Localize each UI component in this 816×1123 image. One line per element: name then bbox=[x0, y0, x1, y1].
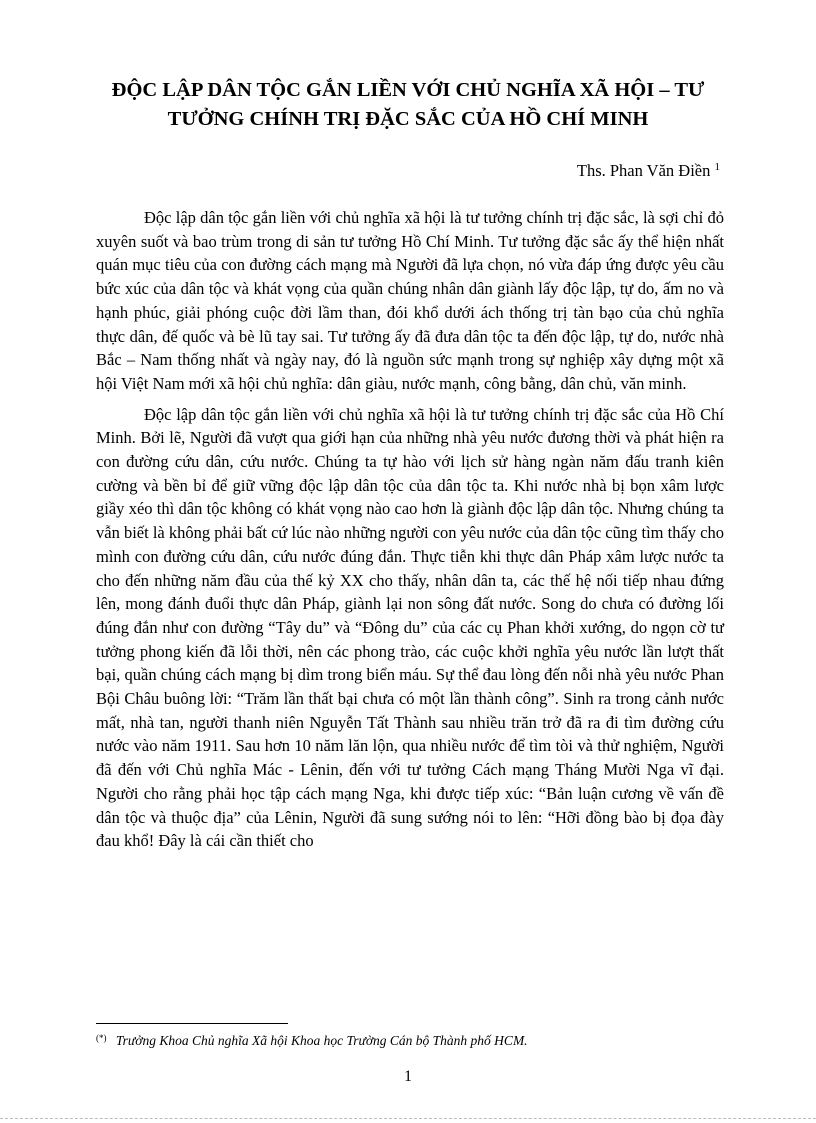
footnote-mark: (*) bbox=[96, 1033, 107, 1043]
title-line-1: ĐỘC LẬP DÂN TỘC GẮN LIỀN VỚI CHỦ NGHĨA XÃ HỘI – TƯ bbox=[111, 79, 705, 101]
author-name: Ths. Phan Văn Điền bbox=[576, 161, 711, 180]
footnote-separator bbox=[96, 1023, 288, 1024]
footnote-text: Trưởng Khoa Chủ nghĩa Xã hội Khoa học Trường Cán bộ Thành phố HCM. bbox=[115, 1033, 528, 1048]
paragraph-1: Độc lập dân tộc gắn liền với chủ nghĩa xã hội là tư tưởng chính trị đặc sắc, là sợi chỉ đỏ xuyên suốt và bao trùm trong di sản tư tưởng Hồ Chí Minh. Tư tưởng đặc sắc ấy thể hiện nhất quán mục tiêu của con đường cách mạng mà Người đã lựa chọn, nó vừa đáp ứng được yêu cầu bức xúc của dân tộc và khát vọng của quần chúng nhân dân giành lấy độc lập, tự do, ấm no và hạnh phúc, giải phóng cuộc đời lầm than, đói khổ dưới ách thống trị tàn bạo của chủ nghĩa thực dân, đế quốc và bè lũ tay sai. Tư tưởng ấy đã đưa dân tộc ta đến độc lập, tự do, nước nhà Bắc – Nam thống nhất và ngày nay, đó là nguồn sức mạnh trong sự nghiệp xây dựng một xã hội Việt Nam mới xã hội chủ nghĩa: dân giàu, nước mạnh, công bằng, dân chủ, văn minh. bbox=[96, 208, 724, 393]
author-note-mark: 1 bbox=[714, 161, 720, 173]
page-break-line bbox=[0, 1118, 816, 1119]
document-body bbox=[96, 206, 724, 860]
footnote bbox=[96, 1029, 724, 1050]
title-line-2: TƯỞNG CHÍNH TRỊ ĐẶC SẮC CỦA HỒ CHÍ MINH bbox=[167, 108, 649, 130]
paragraph-2: Độc lập dân tộc gắn liền với chủ nghĩa xã hội là tư tưởng chính trị đặc sắc của Hồ Chí Minh. Bởi lẽ, Người đã vượt qua giới hạn của những nhà yêu nước đương thời và phát hiện ra con đường cứu dân, cứu nước. Chúng ta tự hào với lịch sử hàng ngàn năm đấu tranh kiên cường và bền bỉ để giữ vững độc lập dân tộc của dân tộc ta. Khi nước nhà bị bọn xâm lược giầy xéo thì dân tộc không có khát vọng nào cao hơn là giành độc lập dân tộc. Nhưng chúng ta vẫn biết là không phải bất cứ lúc nào những người con yêu nước của dân tộc cũng tìm thấy cho mình con đường cứu dân, cứu nước đúng đắn. Thực tiễn khi thực dân Pháp xâm lược nước ta cho đến những năm đầu của thế kỷ XX cho thấy, nhân dân ta, các thế hệ nối tiếp nhau đứng lên, mong đánh đuổi thực dân Pháp, giành lại non sông đất nước. Song do chưa có đường lối đúng đắn như con đường “Tây du” và “Đông du” của các cụ Phan khởi xướng, do ngọn cờ tư tưởng phong kiến đã lỗi thời, nên các phong trào, các cuộc khởi nghĩa yêu nước lần lượt thất bại, quần chúng cách mạng bị dìm trong biển máu. Sự thể đau lòng đến nỗi nhà yêu nước Phan Bội Châu buông lời: “Trăm lần thất bại chưa có một lần thành công”. Sinh ra trong cảnh nước mất, nhà tan, người thanh niên Nguyễn Tất Thành sau nhiều trăn trở đã ra đi tìm đường cứu nước vào năm 1911. Sau hơn 10 năm lăn lộn, qua nhiều nước để tìm tòi và thử nghiệm, Người đã đến với Chủ nghĩa Mác - Lênin, đến với tư tưởng Cách mạng Tháng Mười Nga vĩ đại. Người cho rằng phải học tập cách mạng Nga, khi được tiếp xúc: “Bản luận cương về vấn đề dân tộc và thuộc địa” của Lênin, Người đã sung sướng nói to lên: “Hỡi đồng bào bị đọa đày đau khổ! Đây là cái cần thiết cho bbox=[96, 404, 724, 851]
document-title bbox=[90, 76, 726, 134]
page-number: 1 bbox=[404, 1068, 412, 1085]
author-line bbox=[577, 156, 720, 182]
